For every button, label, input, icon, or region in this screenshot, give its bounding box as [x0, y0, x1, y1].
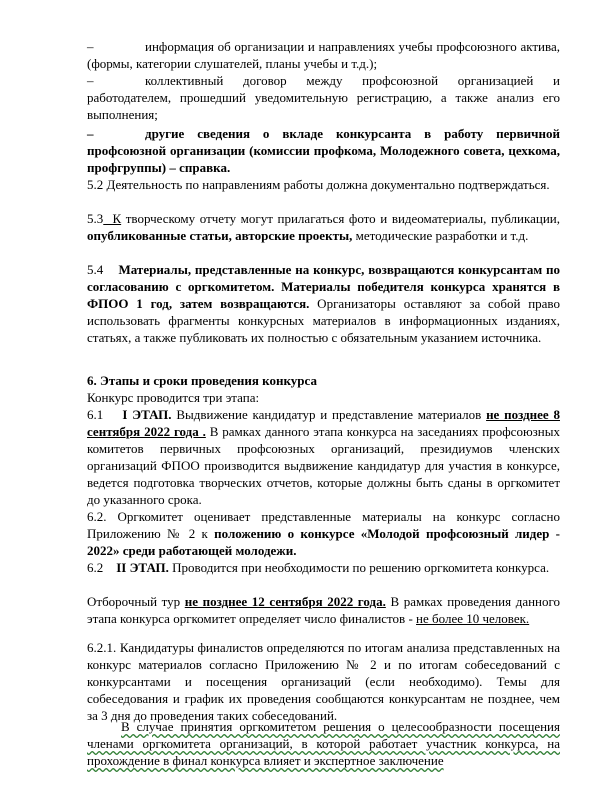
- list-item-other-info: [87, 125, 560, 176]
- paragraph-6-2-evaluation: [87, 508, 560, 559]
- clause-number: 6.2: [87, 560, 104, 575]
- paragraph-5-3: [87, 210, 560, 244]
- list-dash: –: [87, 126, 94, 141]
- paragraph-text: В случае принятия оргкомитетом решения о целесообразности посещения членами оргкомитета организаций, в которой работает участник конкурса, на прохождение в финал конкурса влияет и экспертное заключение: [87, 719, 560, 768]
- list-item-collective-agreement: [87, 72, 560, 123]
- paragraph-text: 6.2. Оргкомитет оценивает представленные материалы на конкурс согласно Приложению № 2 к: [87, 509, 560, 541]
- underlined-text: К: [103, 211, 122, 226]
- clause-number: 5.3: [87, 211, 104, 226]
- paragraph-qualifying-round: [87, 593, 560, 627]
- paragraph-text: В рамках проведения данного этапа конкурса оргкомитет определяет число финалистов -: [87, 594, 561, 626]
- paragraph-6-2-1: [87, 639, 560, 724]
- list-item-text: коллективный договор между профсоюзной организацией и работодателем, прошедший уведомительную регистрацию, а также анализ его выполнения;: [87, 73, 560, 122]
- paragraph-final: [87, 718, 560, 769]
- deadline-text: не позднее 12 сентября 2022 года.: [184, 594, 386, 609]
- section-heading: [87, 372, 560, 389]
- deadline-text: не позднее 8 сентября 2022 года .: [87, 407, 560, 439]
- section-heading-text: 6. Этапы и сроки проведения конкурса: [87, 373, 317, 388]
- paragraph-5-4: [87, 261, 560, 346]
- bold-text: Материалы, представленные на конкурс, возвращаются конкурсантам по согласованию с оргкомитетом. Материалы победителя конкурса хранятся в ФПОО 1 год, затем возвращаются.: [87, 262, 561, 311]
- finalists-count: не более 10 человек.: [416, 611, 530, 626]
- list-item-org-info: [87, 38, 560, 72]
- list-dash: –: [87, 73, 94, 88]
- bold-text: опубликованные статьи, авторские проекты,: [87, 228, 353, 243]
- section-intro-text: Конкурс проводится три этапа:: [87, 390, 260, 405]
- section-intro: [87, 389, 560, 406]
- bold-text: положению о конкурсе «Молодой профсоюзный лидер - 2022» среди работающей молодежи.: [87, 526, 560, 558]
- paragraph-text: методические разработки и т.д.: [352, 228, 529, 243]
- list-item-text: информация об организации и направлениях учебы профсоюзного актива, (формы, категории слушателей, планы учебы и т.д.);: [87, 39, 560, 71]
- paragraph-text: Отборочный тур: [87, 594, 185, 609]
- paragraph-text: творческому отчету могут прилагаться фото и видеоматериалы, публикации,: [121, 211, 561, 226]
- paragraph-text: 6.2.1. Кандидатуры финалистов определяются по итогам анализа представленных на конкурс материалов согласно Приложению № 2 и по итогам собеседований с конкурсантами и посещения организаций (если необходимо). Темы для собеседования и график их проведения сообщаются конкурсантам не позднее, чем за 3 дня до проведения таких собеседований.: [87, 640, 560, 723]
- paragraph-text: Выдвижение кандидатур и представление материалов: [171, 407, 487, 422]
- paragraph-text: В рамках данного этапа конкурса на заседаниях профсоюзных комитетов первичных профсоюзных организаций, президиумов членских организаций ФПОО производится выдвижение кандидатур для участия в конкурсе, ведется подготовка творческих отчетов, которые должны быть сданы в оргкомитет до указанного срока.: [87, 424, 560, 507]
- stage-label: II ЭТАП.: [116, 560, 169, 575]
- clause-number: 6.1: [87, 407, 104, 422]
- paragraph-text: Проводится при необходимости по решению оргкомитета конкурса.: [168, 560, 550, 575]
- paragraph-6-1: [87, 406, 560, 508]
- list-item-text: другие сведения о вкладе конкурсанта в работу первичной профсоюзной организации (комиссии профкома, Молодежного совета, цехкома, профгруппы) – справка.: [87, 126, 560, 175]
- clause-number: 5.4: [87, 262, 104, 277]
- paragraph-text: Организаторы оставляют за собой право использовать фрагменты конкурсных материалов в информационных изданиях, статьях, а также публиковать их полностью с обязательным указанием источника.: [87, 296, 560, 345]
- stage-label: I ЭТАП.: [122, 407, 172, 422]
- paragraph-5-2: [87, 176, 560, 193]
- list-dash: –: [87, 39, 94, 54]
- paragraph-5-2-text: 5.2 Деятельность по направлениям работы должна документально подтверждаться.: [87, 177, 550, 192]
- paragraph-6-2-stage: [87, 559, 560, 576]
